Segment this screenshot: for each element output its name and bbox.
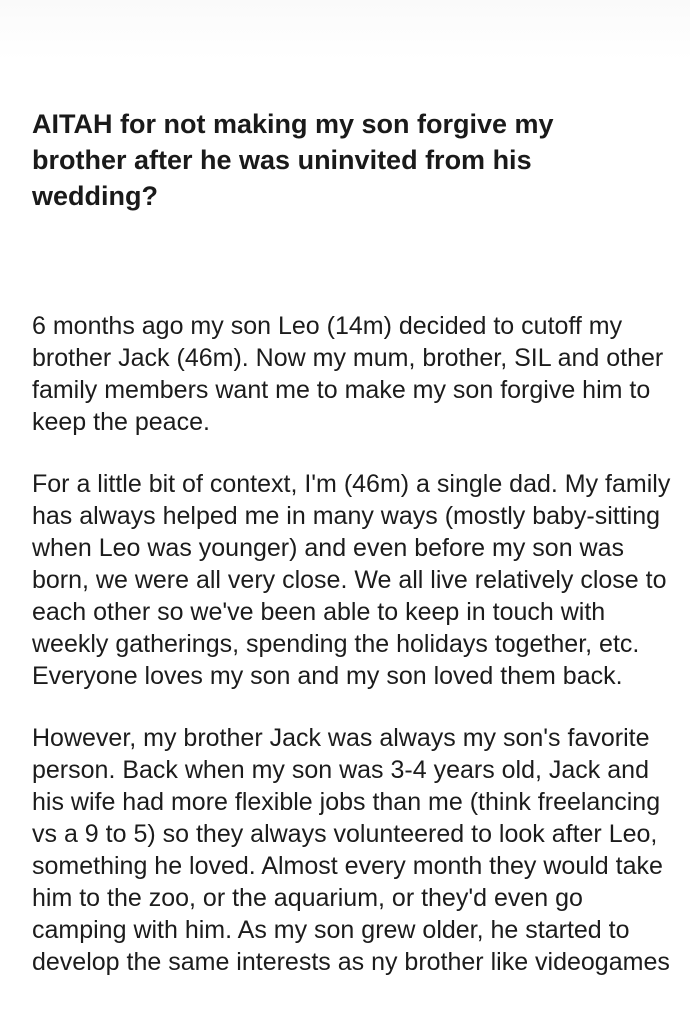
post-paragraph: 6 months ago my son Leo (14m) decided to cutoff my brother Jack (46m). Now my mum, brother, SIL and other family members want me to make my son forgive him to keep the peace. xyxy=(32,312,664,436)
post-body xyxy=(32,310,672,978)
post-paragraph: However, my brother Jack was always my son's favorite person. Back when my son was 3-4 years old, Jack and his wife had more flexible jobs than me (think freelancing vs a 9 to 5) so they always volunteered to look after Leo, something he loved. Almost every month they would take him to the zoo, or the aquarium, or they'd even go camping with him. As my son grew older, he started to develop the same interests as ny brother like videogames xyxy=(32,724,670,976)
top-fade xyxy=(0,0,690,60)
post xyxy=(32,106,672,1008)
post-title: AITAH for not making my son forgive my brother after he was uninvited from his wedding? xyxy=(32,109,554,211)
post-paragraph: For a little bit of context, I'm (46m) a single dad. My family has always helped me in many ways (mostly baby-sitting when Leo was younger) and even before my son was born, we were all very close. We all live relatively close to each other so we've been able to keep in touch with weekly gatherings, spending the holidays together, etc. Everyone loves my son and my son loved them back. xyxy=(32,470,671,690)
